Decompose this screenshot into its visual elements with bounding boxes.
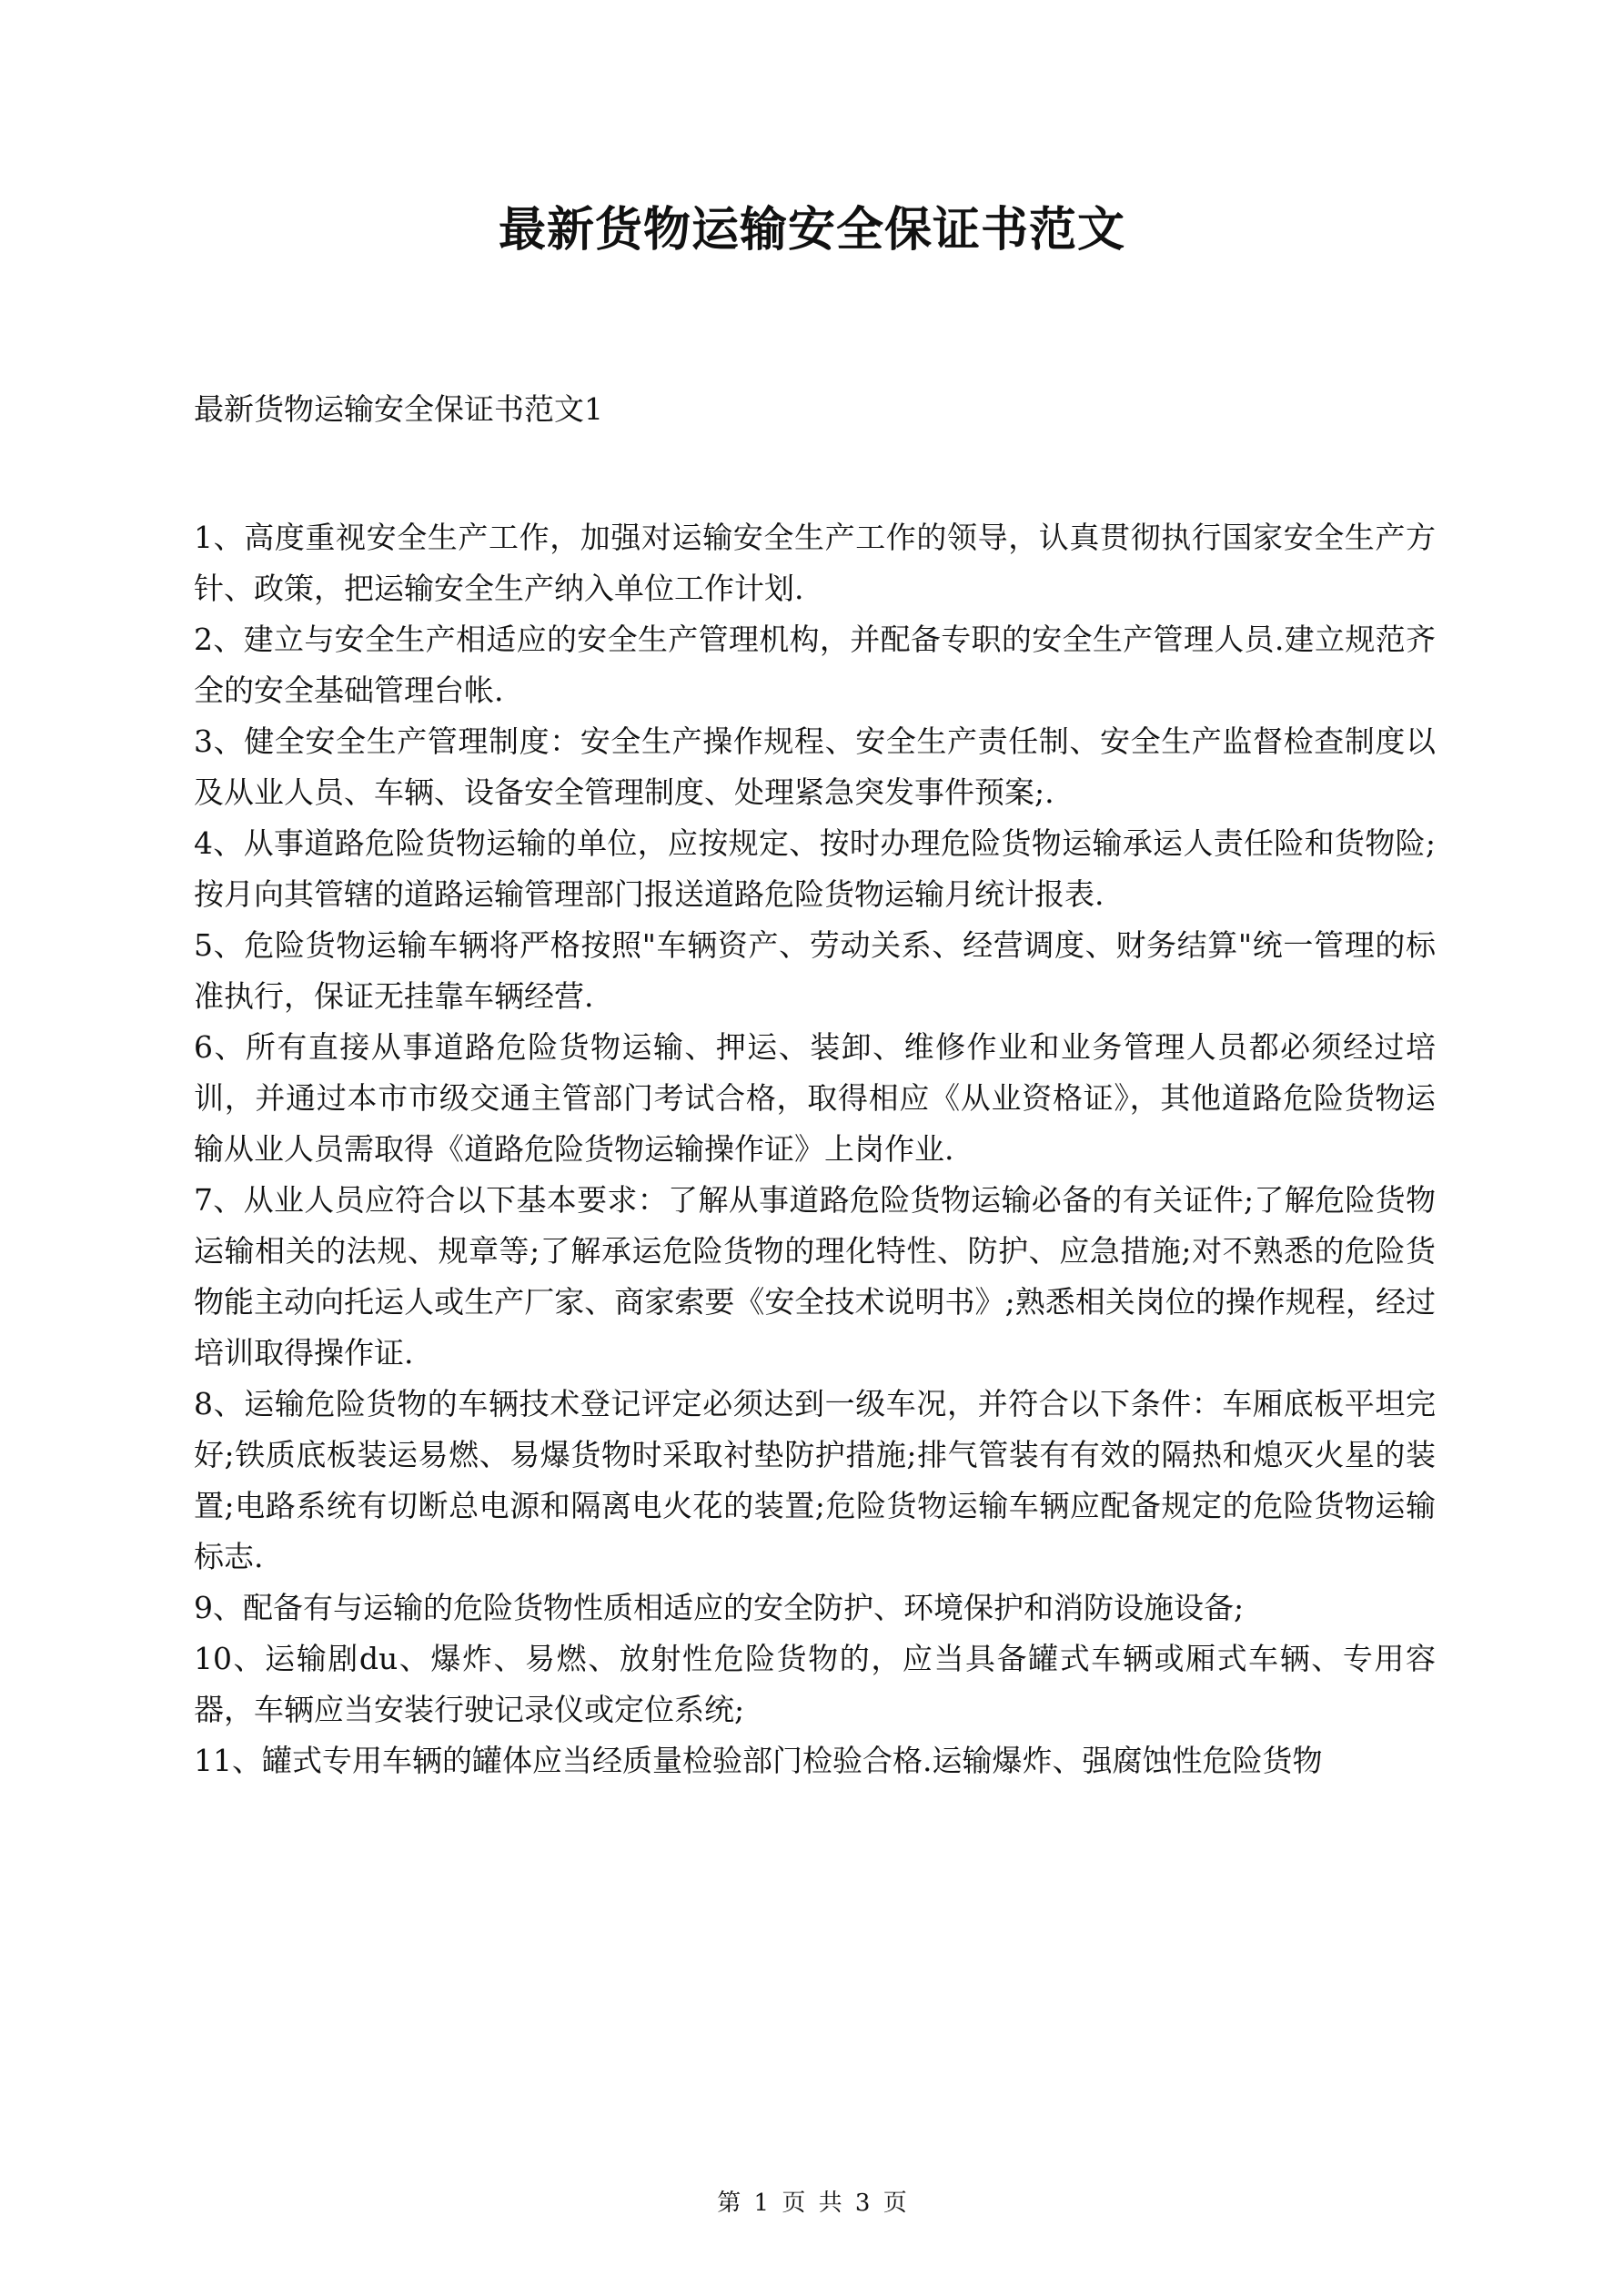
paragraph-7: 7、从业人员应符合以下基本要求：了解从事道路危险货物运输必备的有关证件;了解危险货物运输相关的法规、规章等;了解承运危险货物的理化特性、防护、应急措施;对不熟悉的危险货物能主动向托运人或生产厂家、商家索要《安全技术说明书》;熟悉相关岗位的操作规程，经过培训取得操作证.	[194, 1182, 1436, 1371]
paragraph-9: 9、配备有与运输的危险货物性质相适应的安全防护、环境保护和消防设施设备;	[194, 1590, 1245, 1625]
paragraph-10: 10、运输剧du、爆炸、易燃、放射性危险货物的，应当具备罐式车辆或厢式车辆、专用容器，车辆应当安装行驶记录仪或定位系统;	[194, 1641, 1436, 1727]
document-subtitle: 最新货物运输安全保证书范文1	[194, 391, 603, 427]
paragraph-8: 8、运输危险货物的车辆技术登记评定必须达到一级车况，并符合以下条件：车厢底板平坦完好;铁质底板装运易燃、易爆货物时采取衬垫防护措施;排气管装有有效的隔热和熄灭火星的装置;电路系统有切断总电源和隔离电火花的装置;危险货物运输车辆应配备规定的危险货物运输标志.	[194, 1386, 1436, 1574]
document-title: 最新货物运输安全保证书范文	[498, 202, 1125, 258]
paragraph-2: 2、建立与安全生产相适应的安全生产管理机构，并配备专职的安全生产管理人员.建立规范齐全的安全基础管理台帐.	[194, 622, 1436, 708]
document-body	[194, 512, 1436, 1786]
paragraph-3: 3、健全安全生产管理制度：安全生产操作规程、安全生产责任制、安全生产监督检查制度以及从业人员、车辆、设备安全管理制度、处理紧急突发事件预案;.	[194, 723, 1436, 810]
paragraph-1: 1、高度重视安全生产工作，加强对运输安全生产工作的领导，认真贯彻执行国家安全生产方针、政策，把运输安全生产纳入单位工作计划.	[194, 520, 1436, 606]
paragraph-4: 4、从事道路危险货物运输的单位，应按规定、按时办理危险货物运输承运人责任险和货物险;按月向其管辖的道路运输管理部门报送道路危险货物运输月统计报表.	[194, 825, 1436, 912]
paragraph-6: 6、所有直接从事道路危险货物运输、押运、装卸、维修作业和业务管理人员都必须经过培训，并通过本市市级交通主管部门考试合格，取得相应《从业资格证》，其他道路危险货物运输从业人员需取得《道路危险货物运输操作证》上岗作业.	[194, 1029, 1436, 1167]
paragraph-11: 11、罐式专用车辆的罐体应当经质量检验部门检验合格.运输爆炸、强腐蚀性危险货物	[194, 1743, 1323, 1778]
paragraph-5: 5、危险货物运输车辆将严格按照"车辆资产、劳动关系、经营调度、财务结算"统一管理的标准执行，保证无挂靠车辆经营.	[194, 927, 1436, 1014]
page-footer: 第 1 页 共 3 页	[717, 2190, 907, 2217]
